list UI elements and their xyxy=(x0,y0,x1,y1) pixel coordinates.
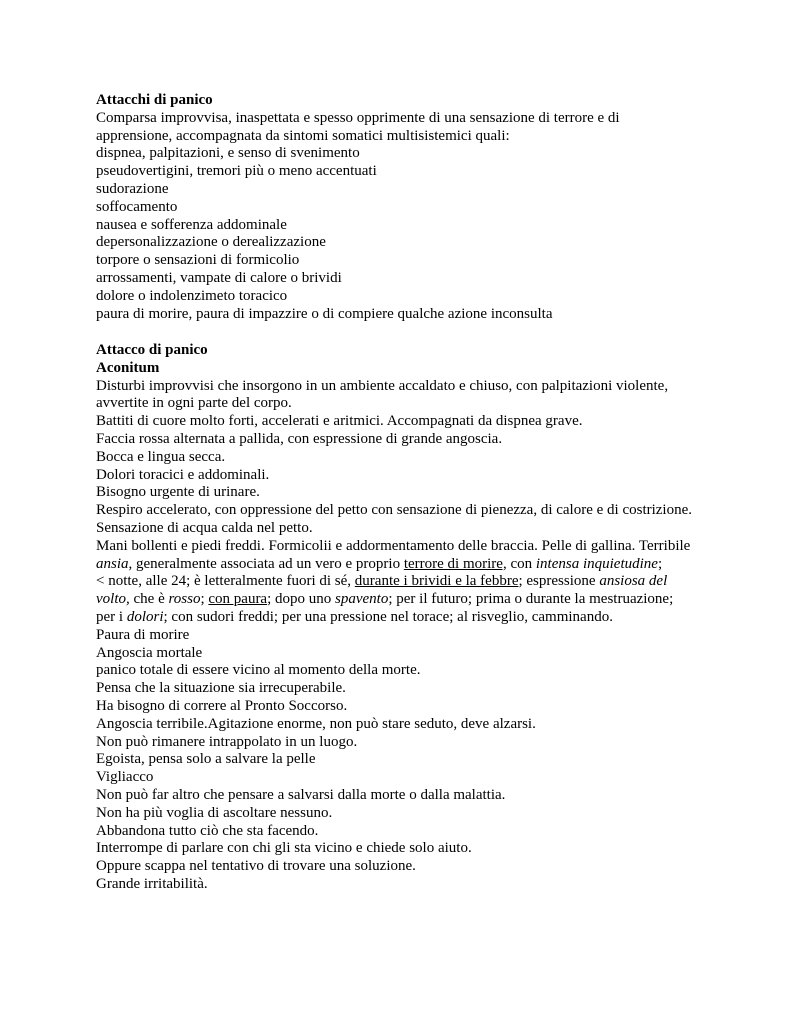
text-line: Vigliacco xyxy=(96,769,154,786)
text-line: Interrompe di parlare con chi gli sta vicino e chiede solo aiuto. xyxy=(96,840,472,857)
rich-text-line xyxy=(96,556,736,574)
text-line: Oppure scappa nel tentativo di trovare una soluzione. xyxy=(96,858,416,875)
italic-text: dolori xyxy=(126,608,164,625)
text-run: per i xyxy=(96,608,127,625)
text-line: Grande irritabilità. xyxy=(96,875,208,892)
italic-text: ansia xyxy=(96,555,129,572)
text-run: ; dopo uno xyxy=(267,591,336,608)
text-line: Egoista, pensa solo a salvare la pelle xyxy=(96,751,316,768)
paragraph-line: Comparsa improvvisa, inaspettata e spesso opprimente di una sensazione di terrore e di xyxy=(96,109,620,126)
symptom-line: soffocamento xyxy=(96,198,178,215)
text-line: Bocca e lingua secca. xyxy=(96,448,226,465)
symptom-line: dispnea, palpitazioni, e senso di svenimento xyxy=(96,145,360,162)
text-line: Bisogno urgente di urinare. xyxy=(96,484,260,501)
underlined-text: terrore di morire, xyxy=(403,555,507,572)
text-run: con xyxy=(506,555,536,572)
symptom-line: pseudovertigini, tremori più o meno accentuati xyxy=(96,163,377,180)
rich-text-line xyxy=(96,609,736,627)
symptom-line: sudorazione xyxy=(96,180,169,197)
text-run: < notte, alle 24; è letteralmente fuori di sé, xyxy=(96,573,355,590)
section-heading: Attacchi di panico xyxy=(96,92,213,108)
text-run: ; con sudori freddi; per una pressione nel torace; al risveglio, camminando. xyxy=(163,608,613,625)
text-run: ; xyxy=(657,555,663,572)
symptom-line: nausea e sofferenza addominale xyxy=(96,216,287,233)
italic-text: ansiosa del xyxy=(599,573,668,590)
rich-text-line xyxy=(96,591,736,609)
symptom-line: dolore o indolenzimeto toracico xyxy=(96,287,288,304)
text-run: ; per il futuro; prima o durante la mestruazione; xyxy=(388,591,674,608)
section-attacchi-di-panico xyxy=(96,92,736,323)
paragraph-line: apprensione, accompagnata da sintomi somatici multisistemici quali: xyxy=(96,127,510,144)
italic-text: spavento xyxy=(335,591,389,608)
text-line: Ha bisogno di correre al Pronto Soccorso. xyxy=(96,697,348,714)
text-run: , generalmente associata ad un vero e proprio xyxy=(128,555,404,572)
symptom-line: depersonalizzazione o derealizzazione xyxy=(96,234,326,251)
section-heading: Attacco di panico xyxy=(96,342,208,358)
text-line: Non può rimanere intrappolato in un luogo. xyxy=(96,733,358,750)
text-line: Abbandona tutto ciò che sta facendo. xyxy=(96,822,319,839)
text-line: Paura di morire xyxy=(96,626,190,643)
text-line: Dolori toracici e addominali. xyxy=(96,466,270,483)
text-run: che è xyxy=(129,591,169,608)
symptom-line: paura di morire, paura di impazzire o di compiere qualche azione inconsulta xyxy=(96,305,553,322)
text-line: Mani bollenti e piedi freddi. Formicolii e addormentamento delle braccia. Pelle di gallina. Terribile xyxy=(96,537,691,554)
text-line: panico totale di essere vicino al momento della morte. xyxy=(96,662,421,679)
text-run: ; xyxy=(200,591,209,608)
text-line: Battiti di cuore molto forti, accelerati e aritmici. Accompagnati da dispnea grave. xyxy=(96,413,583,430)
text-line: Non può far altro che pensare a salvarsi dalla morte o dalla malattia. xyxy=(96,786,506,803)
text-line: Disturbi improvvisi che insorgono in un ambiente accaldato e chiuso, con palpitazioni violente, xyxy=(96,377,669,394)
underlined-text: con paura xyxy=(208,591,268,608)
text-line: Faccia rossa alternata a pallida, con espressione di grande angoscia. xyxy=(96,430,503,447)
text-line: avvertite in ogni parte del corpo. xyxy=(96,395,292,412)
text-line: Respiro accelerato, con oppressione del petto con sensazione di pienezza, di calore e di costrizione. xyxy=(96,502,693,519)
italic-text: volto, xyxy=(96,591,130,608)
section-attacco-di-panico xyxy=(96,342,736,894)
text-line: Angoscia mortale xyxy=(96,644,203,661)
italic-text: rosso xyxy=(168,591,201,608)
rich-text-line xyxy=(96,573,736,591)
text-line: Angoscia terribile.Agitazione enorme, non può stare seduto, deve alzarsi. xyxy=(96,715,536,732)
text-line: Pensa che la situazione sia irrecuperabile. xyxy=(96,680,346,697)
underlined-text: durante i brividi e la febbre xyxy=(354,573,519,590)
symptom-line: torpore o sensazioni di formicolio xyxy=(96,252,300,269)
symptom-line: arrossamenti, vampate di calore o brividi xyxy=(96,269,342,286)
remedy-heading: Aconitum xyxy=(96,359,160,376)
text-line: Sensazione di acqua calda nel petto. xyxy=(96,519,313,536)
text-run: ; espressione xyxy=(518,573,600,590)
italic-text: intensa inquietudine xyxy=(535,555,658,572)
text-line: Non ha più voglia di ascoltare nessuno. xyxy=(96,804,333,821)
